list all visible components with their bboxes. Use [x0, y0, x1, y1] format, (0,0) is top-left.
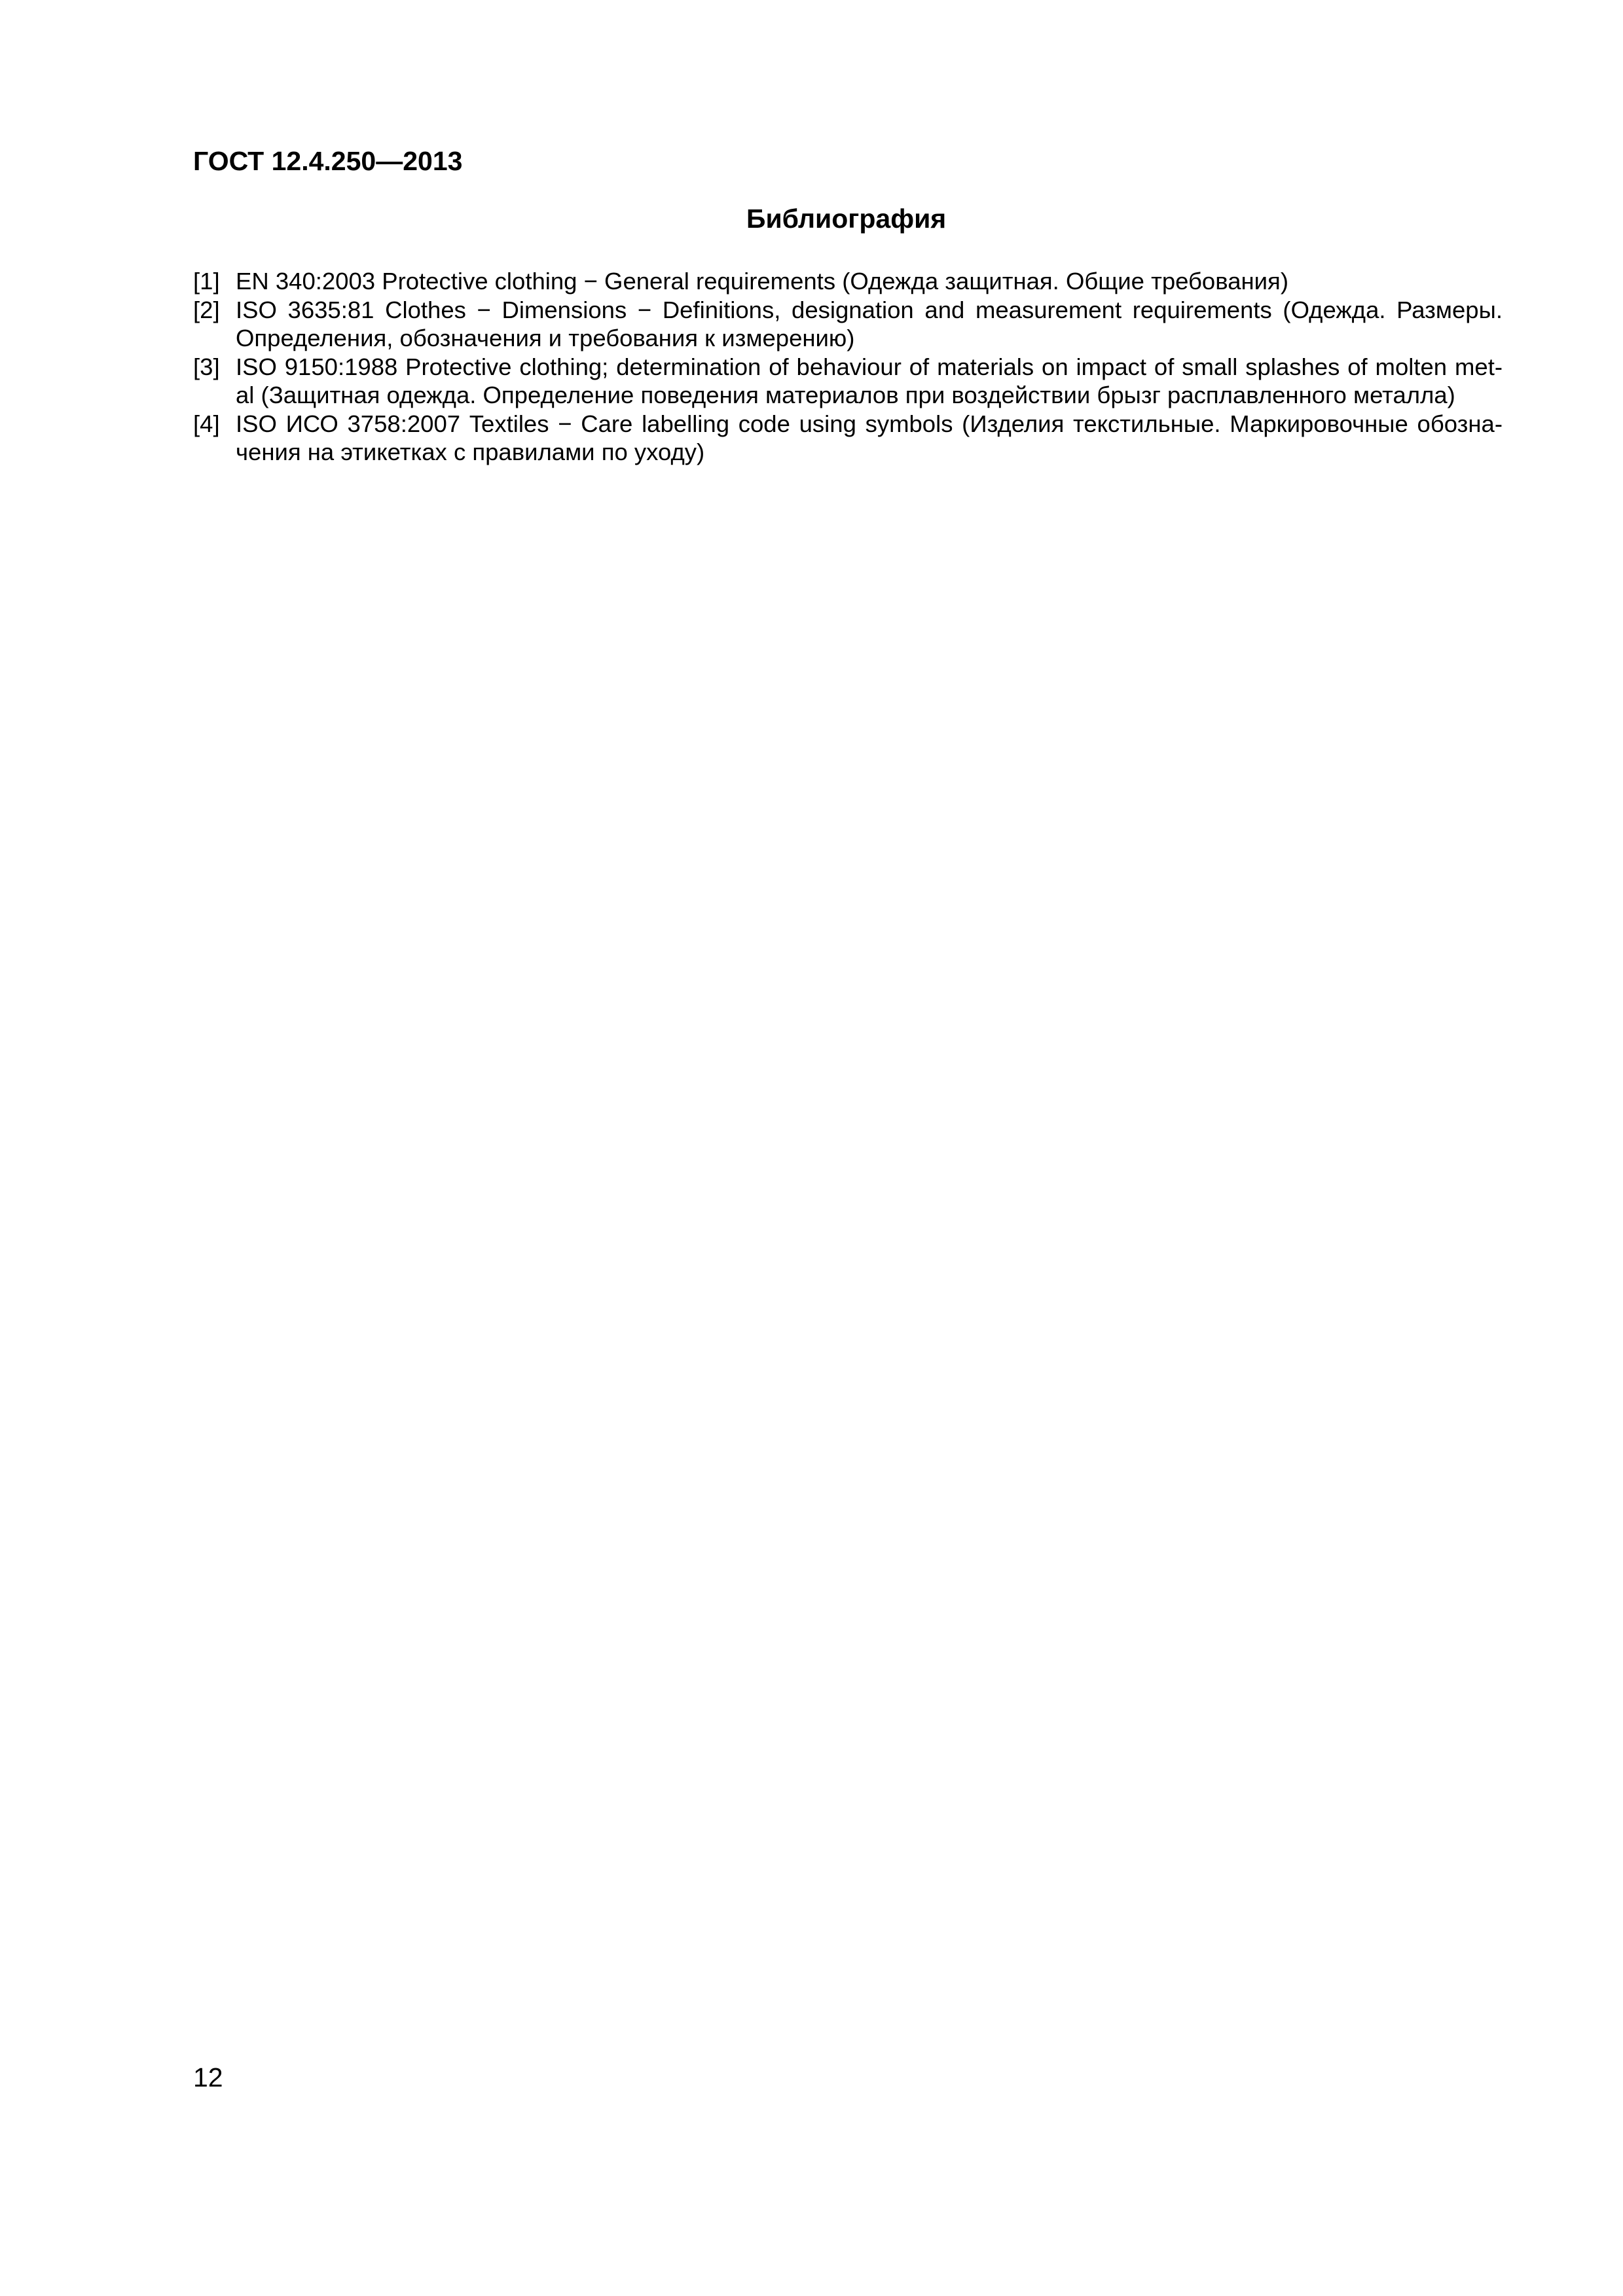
bibliography-item-number: [3]: [193, 353, 220, 380]
bibliography-item-number: [1]: [193, 268, 220, 295]
bibliography-item: [193, 267, 1503, 296]
bibliography-item-number: [2]: [193, 296, 220, 323]
bibliography-item-number: [4]: [193, 410, 220, 437]
bibliography-title: Библиография: [746, 204, 947, 234]
bibliography-item: [193, 410, 1503, 467]
page-number: 12: [193, 2062, 223, 2092]
bibliography-item-text: ISO 3635:81 Clothes − Dimensions − Definitions, designation and measurement requirements (Одежда. Размеры. Определения, обозначения и требования к измерению): [236, 296, 1503, 351]
bibliography-item: [193, 296, 1503, 353]
standard-header: ГОСТ 12.4.250—2013: [193, 146, 463, 176]
bibliography-item-text: ISO 9150:1988 Protective clothing; determination of behaviour of materials on impact of small splashes of molten met-al (Защитная одежда. Определение поведения материалов при воздействии брызг расплавленного металла): [236, 353, 1503, 408]
bibliography-item-text: ISO ИСО 3758:2007 Textiles − Care labelling code using symbols (Изделия текстильные. Маркировочные обозна-чения на этикетках с правилами по уходу): [236, 410, 1503, 465]
bibliography-list: [193, 267, 1503, 467]
bibliography-item-text: EN 340:2003 Protective clothing − General requirements (Одежда защитная. Общие требования): [236, 268, 1288, 295]
bibliography-item: [193, 353, 1503, 410]
